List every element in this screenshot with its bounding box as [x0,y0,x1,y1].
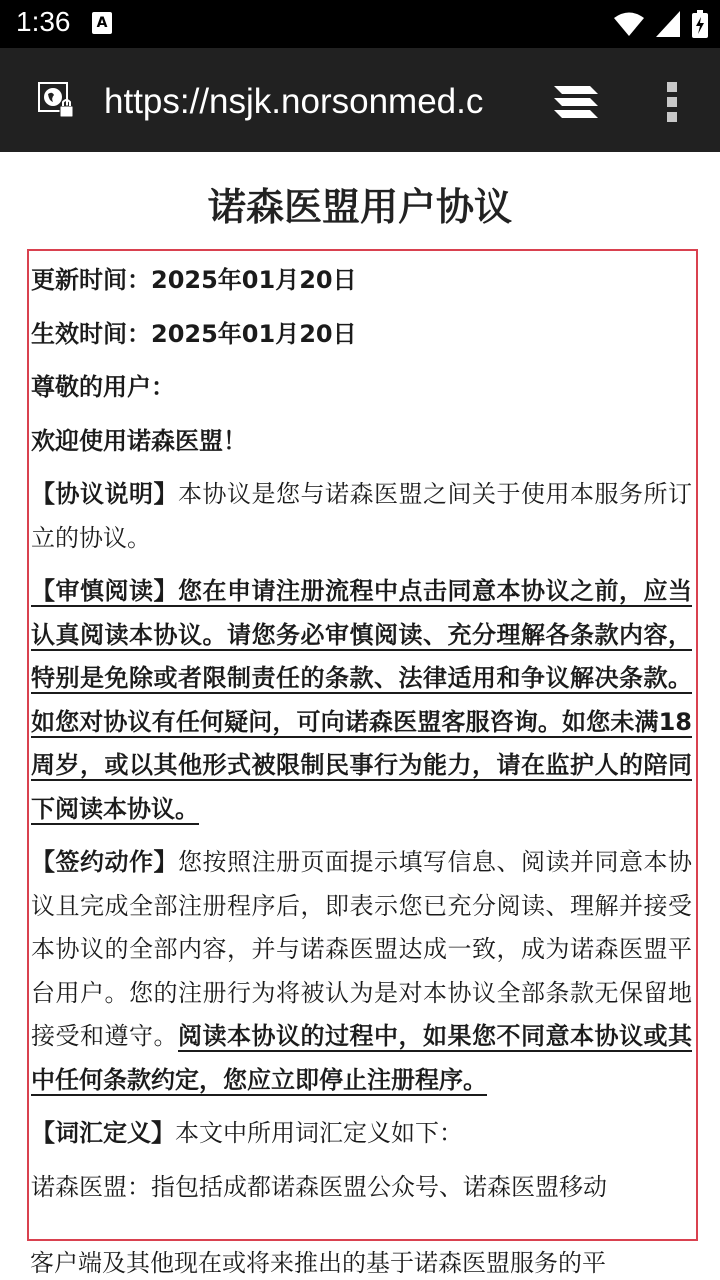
status-time: 1:36 [16,6,71,37]
tabs-icon[interactable] [550,80,602,124]
section-careful-reading: 【审慎阅读】您在申请注册流程中点击同意本协议之前，应当认真阅读本协议。请您务必审慎阅读、充分理解各条款内容，特别是免除或者限制责任的条款、法律适用和争议解决条款。如您对协议有任何疑问，可向诺森医盟客服咨询。如您未满18周岁，或以其他形式被限制民事行为能力，请在监护人的陪同下阅读本协议。 [31,577,692,823]
agreement-content [27,249,698,1241]
welcome-text: 欢迎使用诺森医盟！ [31,426,247,455]
section-heading: 【词汇定义】 [31,1119,175,1147]
section-signing [31,841,692,1102]
greeting: 尊敬的用户： [31,373,175,401]
signal-icon [656,11,680,37]
overflow-menu-icon[interactable] [660,80,684,124]
status-bar [0,0,720,48]
update-time: 更新时间：2025年01月20日 [31,266,357,294]
section-emphasis: 阅读本协议的过程中，如果您不同意本协议或其中任何条款约定，您应立即停止注册程序。 [31,1022,692,1094]
notification-badge-icon: A [92,12,112,34]
section-text: 本文中所用词汇定义如下： [175,1119,463,1147]
battery-icon [692,10,708,38]
section-text: 您按照注册页面提示填写信息、阅读并同意本协议且完成全部注册程序后，即表示您已充分阅读、理解并接受本协议的全部内容，并与诺森医盟达成一致，成为诺森医盟平台用户。您的注册行为将被认为是对本协议全部条款无保留地接受和遵守。 [31,848,692,1050]
url-bar[interactable]: https://nsjk.norsonmed.c [104,82,484,121]
page-title: 诺森医盟用户协议 [207,185,512,229]
site-lock-icon[interactable] [38,82,74,118]
status-icons [614,10,708,38]
cut-off-text: 客户端及其他现在或将来推出的基于诺森医盟服务的平 [30,1249,606,1277]
section-text: 本协议是您与诺森医盟之间关于使用本服务所订立的协议。 [31,480,692,552]
section-heading: 【协议说明】 [31,480,178,508]
section-definitions [31,1112,692,1156]
wifi-icon [614,11,644,37]
effective-time: 生效时间：2025年01月20日 [31,319,357,348]
section-heading: 【签约动作】 [31,848,178,876]
definition-item: 诺森医盟：指包括成都诺森医盟公众号、诺森医盟移动 [31,1172,607,1201]
section-agreement-description [31,473,692,560]
